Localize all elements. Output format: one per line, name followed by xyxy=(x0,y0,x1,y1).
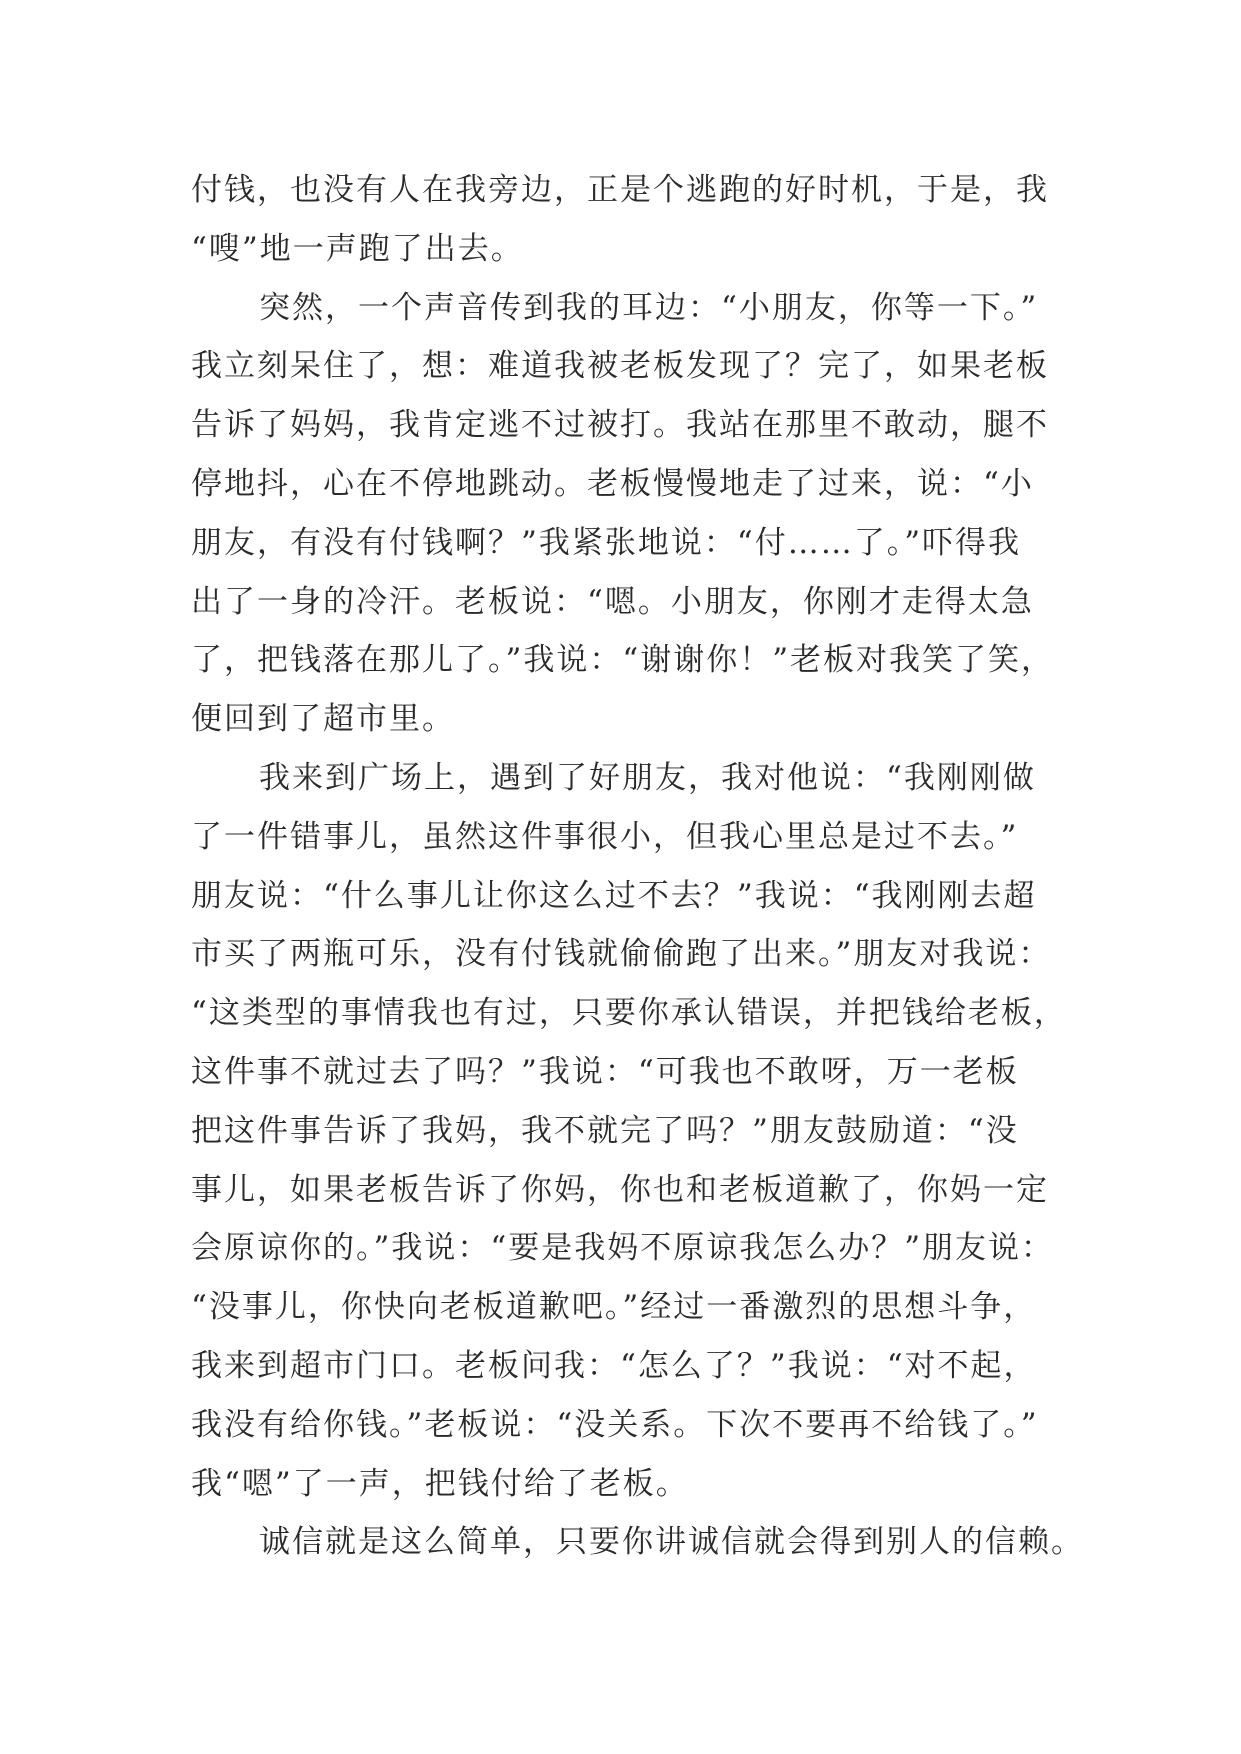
document-body xyxy=(191,161,1091,1572)
text-line: 朋友，有没有付钱啊？”我紧张地说：“付……了。”吓得我 xyxy=(191,524,1022,561)
text-line: 朋友说：“什么事儿让你这么过不去？”我说：“我刚刚去超 xyxy=(191,877,1037,914)
paragraph-3 xyxy=(191,749,1091,1513)
text-line: 停地抖，心在不停地跳动。老板慢慢地走了过来，说：“小 xyxy=(191,465,1034,502)
text-line: 市买了两瓶可乐，没有付钱就偷偷跑了出来。”朋友对我说： xyxy=(191,936,1052,973)
text-line: 告诉了妈妈，我肯定逃不过被打。我站在那里不敢动，腿不 xyxy=(191,407,1049,444)
text-line: 把这件事告诉了我妈，我不就完了吗？”朋友鼓励道：“没 xyxy=(191,1112,1019,1149)
text-line: 我立刻呆住了，想：难道我被老板发现了？完了，如果老板 xyxy=(191,348,1049,385)
text-line: 我来到超市门口。老板问我：“怎么了？”我说：“对不起， xyxy=(191,1347,1037,1384)
text-line: 这件事不就过去了吗？”我说：“可我也不敢呀，万一老板 xyxy=(191,1053,1019,1090)
paragraph-2 xyxy=(191,279,1091,749)
text-line: 出了一身的冷汗。老板说：“嗯。小朋友，你刚才走得太急 xyxy=(191,583,1034,620)
paragraph-4 xyxy=(191,1513,1091,1572)
text-line: 突然，一个声音传到我的耳边：“小朋友，你等一下。” xyxy=(259,289,1039,326)
text-line: 我“嗯”了一声，把钱付给了老板。 xyxy=(191,1465,689,1502)
text-line: 诚信就是这么简单，只要你讲诚信就会得到别人的信赖。 xyxy=(259,1524,1084,1561)
text-line: 便回到了超市里。 xyxy=(191,701,455,738)
text-line: 事儿，如果老板告诉了你妈，你也和老板道歉了，你妈一定 xyxy=(191,1171,1049,1208)
text-line: 我来到广场上，遇到了好朋友，我对他说：“我刚刚做 xyxy=(259,759,1036,796)
text-line: 我没有给你钱。”老板说：“没关系。下次不要再不给钱了。” xyxy=(191,1406,1039,1443)
paragraph-1 xyxy=(191,161,1091,279)
text-line: 会原谅你的。”我说：“要是我妈不原谅我怎么办？”朋友说： xyxy=(191,1230,1055,1267)
text-line: “没事儿，你快向老板道歉吧。”经过一番激烈的思想斗争， xyxy=(191,1289,1037,1326)
text-line: “这类型的事情我也有过，只要你承认错误，并把钱给老板， xyxy=(191,995,1067,1032)
text-line: 了，把钱落在那儿了。”我说：“谢谢你！”老板对我笑了笑， xyxy=(191,642,1055,679)
text-line: 付钱，也没有人在我旁边，正是个逃跑的好时机，于是，我 xyxy=(191,172,1049,208)
text-line: “嗖”地一声跑了出去。 xyxy=(191,230,524,267)
text-line: 了一件错事儿，虽然这件事很小，但我心里总是过不去。” xyxy=(191,818,1019,855)
